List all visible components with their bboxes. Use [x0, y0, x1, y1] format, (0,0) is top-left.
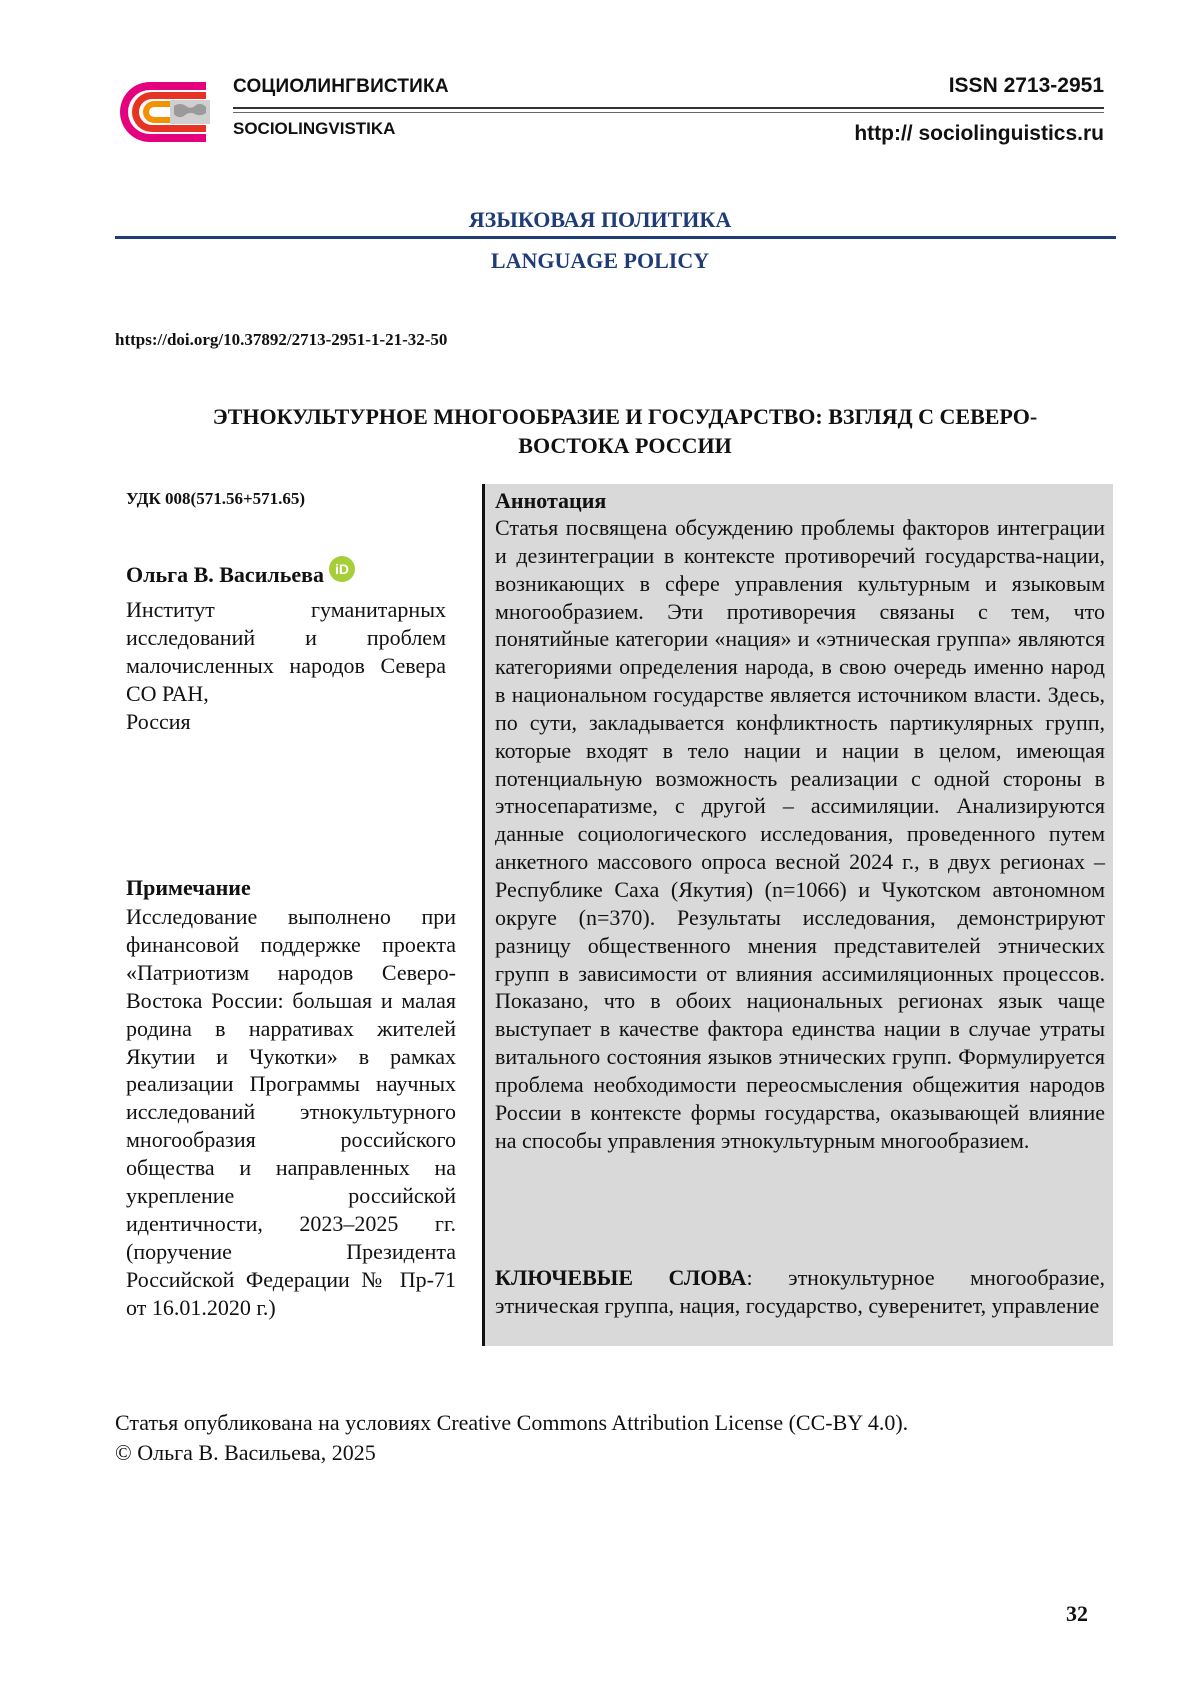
article-title: ЭТНОКУЛЬТУРНОЕ МНОГООБРАЗИЕ И ГОСУДАРСТВО: ВЗГЛЯД С СЕВЕРО-ВОСТОКА РОССИИ	[212, 404, 1038, 458]
page-number: 32	[1066, 1601, 1088, 1626]
orcid-icon[interactable]: iD	[329, 556, 355, 582]
section-divider	[115, 236, 1116, 239]
annotation-border	[482, 484, 485, 1346]
section-title-en: LANGUAGE POLICY	[490, 248, 710, 273]
keywords-label: КЛЮЧЕВЫЕ СЛОВА	[495, 1265, 747, 1290]
journal-website-link[interactable]: http:// sociolinguistics.ru	[854, 122, 1104, 145]
doi-link[interactable]: https://doi.org/10.37892/2713-2951-1-21-32-50	[115, 330, 448, 349]
issn: ISSN 2713-2951	[948, 74, 1104, 97]
keywords	[495, 1264, 1105, 1320]
annotation-text: Статья посвящена обсуждению проблемы факторов интеграции и дезинтеграции в контексте противоречий государства-нации, возникающих в сфере управления культурным и языковым многообразием. Эти противоречия связаны с тем, что понятийные категории «нация» и «этническая группа» являются категориями определения народа, в свою очередь именно народ в национальном государстве является источником власти. Здесь, по сути, закладывается конфликтность партикулярных групп, которые входят в тело нации и нации в целом, имеющая потенциальную возможность реализации с одной стороны в этносепаратизме, с другой – ассимиляции. Анализируются данные социологического исследования, проведенного путем анкетного массового опроса весной 2024 г., в двух регионах – Республике Саха (Якутия) (n=1066) и Чукотском автономном округе (n=370). Результаты исследования, демонстрируют разницу общественного мнения представителей этнических групп в зависимости от влияния ассимиляционных процессов. Показано, что в обоих национальных регионах язык чаще выступает в качестве фактора единства нации в случае утраты витального состояния языков этнических групп. Формулируется проблема необходимости переосмысления общежития народов России в контексте формы государства, оказывающей влияние на способы управления этнокультурным многообразием.	[495, 515, 1105, 1153]
section-title-ru: ЯЗЫКОВАЯ ПОЛИТИКА	[468, 207, 732, 232]
copyright: © Ольга В. Васильева, 2025	[115, 1440, 376, 1465]
journal-name-en: SOCIOLINGVISTIKA	[233, 119, 396, 138]
annotation-heading: Аннотация	[495, 488, 607, 513]
affiliation-country: Россия	[126, 709, 191, 734]
keywords-list: : этнокультурное многообразие, этническая группа, нация, государство, суверенитет, управление	[495, 1265, 1105, 1318]
header-rule	[233, 107, 1104, 109]
journal-logo	[114, 76, 214, 148]
author-block	[126, 562, 355, 588]
author-affiliation	[126, 596, 446, 736]
note-heading: Примечание	[126, 875, 251, 900]
affiliation-institute: Институт гуманитарных исследований и проблем малочисленных народов Севера СО РАН,	[126, 597, 446, 706]
note-text: Исследование выполнено при финансовой поддержке проекта «Патриотизм народов Северо-Востока России: большая и малая родина в нарративах жителей Якутии и Чукотки» в рамках реализации Программы научных исследований этнокультурного многообразия российского общества и направленных на укрепление российской идентичности, 2023–2025 гг. (поручение Президента Российской Федерации № Пр-71 от 16.01.2020 г.)	[126, 904, 456, 1320]
udk-code: УДК 008(571.56+571.65)	[126, 489, 306, 508]
header-rule-thin	[233, 112, 1104, 113]
license-note: Статья опубликована на условиях Creative Commons Attribution License (CC-BY 4.0).	[115, 1410, 909, 1435]
journal-name-ru: СОЦИОЛИНГВИСТИКА	[233, 76, 449, 97]
author-name: Ольга В. Васильева	[126, 562, 324, 587]
